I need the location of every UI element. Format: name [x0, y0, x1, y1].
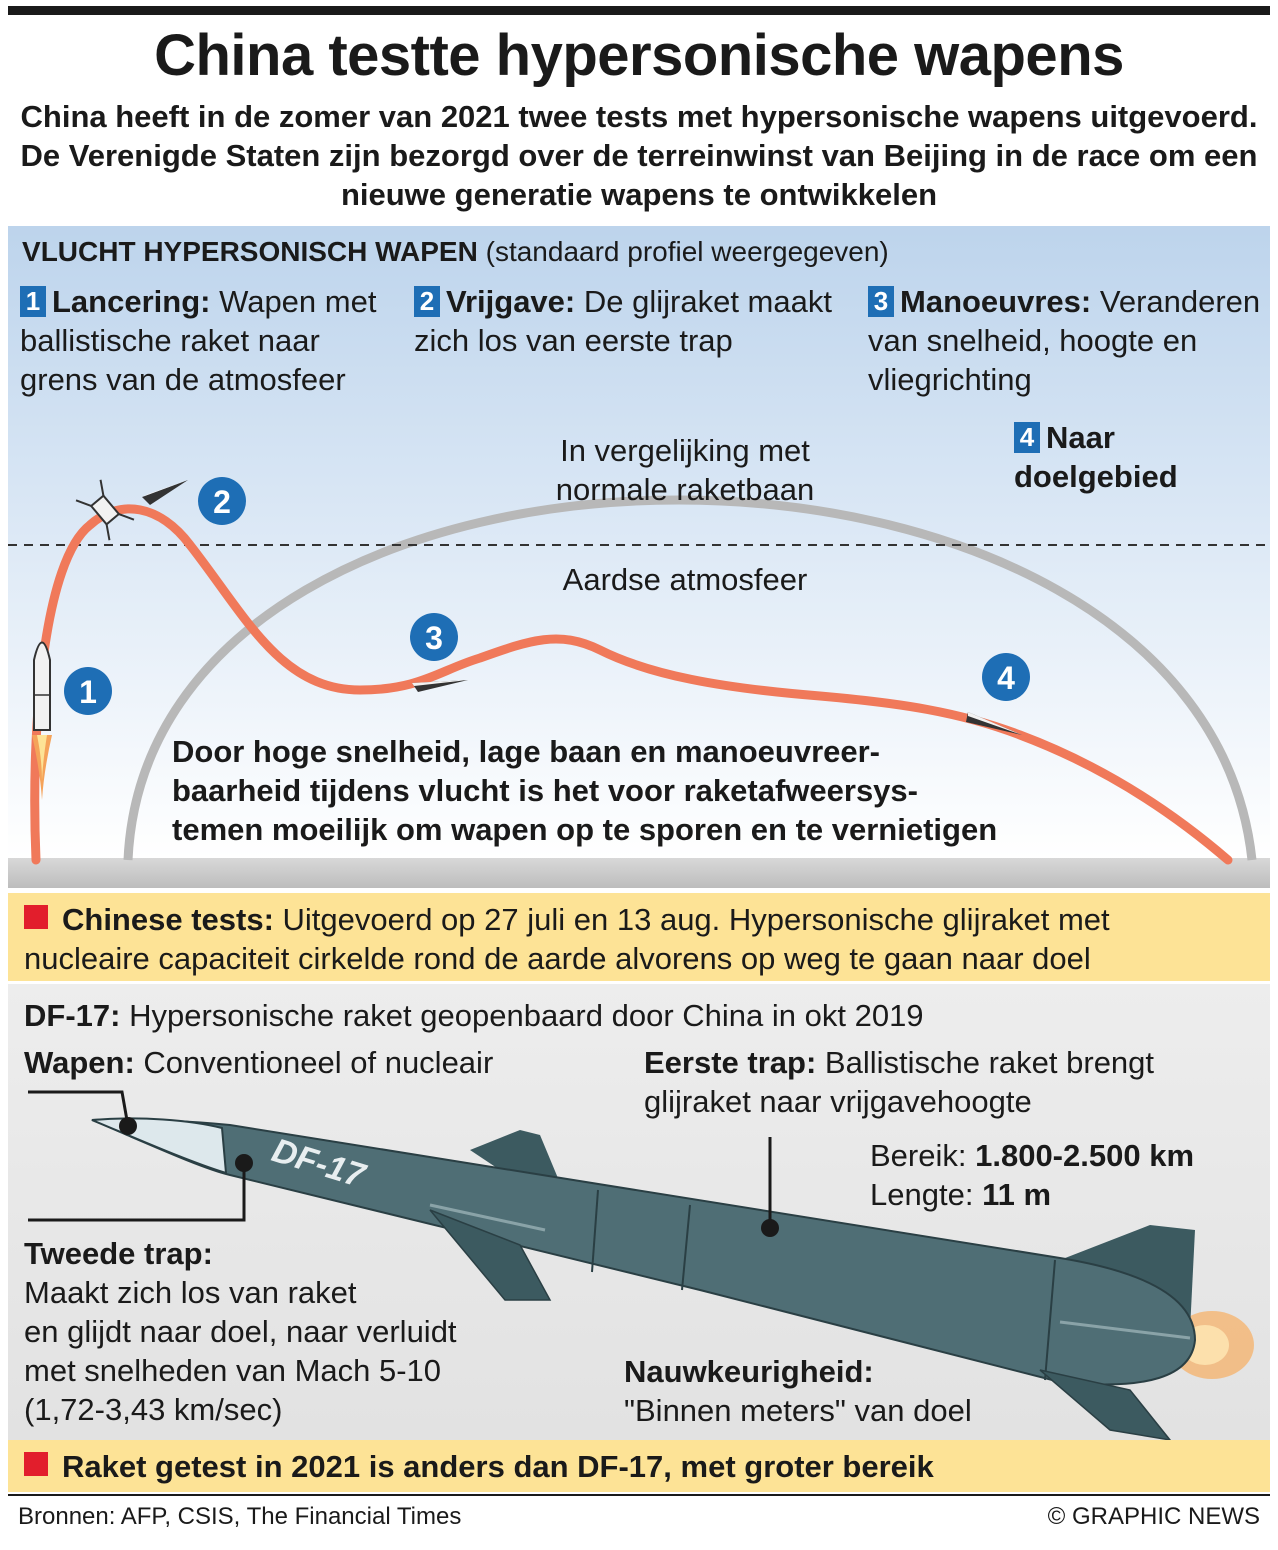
- atmosphere-label: Aardse atmosfeer: [562, 562, 808, 597]
- first-stage-line-2: glijraket naar vrijgavehoogte: [644, 1084, 1032, 1119]
- page-title: China testte hypersonische wapens: [154, 23, 1124, 88]
- svg-text:4: 4: [997, 660, 1015, 696]
- flight-heading: VLUCHT HYPERSONISCH WAPEN (standaard profiel weergegeven): [22, 236, 889, 267]
- second-stage-line-2: en glijdt naar doel, naar verluidt: [24, 1314, 457, 1349]
- second-stage-line-4: (1,72-3,43 km/sec): [24, 1392, 283, 1427]
- length-label: Lengte: 11 m: [870, 1177, 1052, 1212]
- footer-rule: [8, 1494, 1270, 1496]
- red-bullet-icon: [24, 1452, 48, 1476]
- summary-line-1: Door hoge snelheid, lage baan en manoeuvreer-: [172, 734, 881, 769]
- tests-line-1: Chinese tests: Uitgevoerd op 27 juli en 13 aug. Hypersonische glijraket met: [24, 900, 1110, 939]
- credit: © GRAPHIC NEWS: [1047, 1503, 1260, 1530]
- step-2: 2 Vrijgave: De glijraket maakt zich los van eerste trap: [414, 284, 832, 358]
- accuracy-text: "Binnen meters" van doel: [624, 1393, 972, 1428]
- tests-line-2: nucleaire capaciteit cirkelde rond de aarde alvorens op weg te gaan naar doel: [24, 941, 1091, 976]
- range-label: Bereik: 1.800-2.500 km: [870, 1138, 1195, 1173]
- svg-text:1: 1: [79, 674, 97, 710]
- first-stage-label: Eerste trap: Ballistische raket brengt: [644, 1045, 1155, 1080]
- df17-heading: DF-17: Hypersonische raket geopenbaard door China in okt 2019: [24, 998, 924, 1033]
- svg-text:2: 2: [213, 484, 231, 520]
- step-3: 3 Manoeuvres: Veranderen van snelheid, hoogte en vliegrichting: [868, 284, 1261, 397]
- intro-text: China heeft in de zomer van 2021 twee tests met hypersonische wapens uitgevoerd. De Verenigde Staten zijn bezorgd over de terreinwinst van Beijing in de race om een nieuwe generatie wapens te ontwikkelen: [20, 99, 1258, 212]
- sources: Bronnen: AFP, CSIS, The Financial Times: [18, 1503, 462, 1530]
- accuracy-label: Nauwkeurigheid:: [624, 1354, 874, 1389]
- nose-cone: [92, 1118, 226, 1173]
- second-stage-label: Tweede trap:: [24, 1236, 213, 1271]
- step-1: 1 Lancering: Wapen met ballistische raket naar grens van de atmosfeer: [20, 284, 377, 397]
- step-4: 4 Naar doelgebied: [1014, 420, 1178, 494]
- summary-line-2: baarheid tijdens vlucht is het voor raketafweersys-: [172, 773, 918, 808]
- second-stage-line-3: met snelheden van Mach 5-10: [24, 1353, 442, 1388]
- second-stage-line-1: Maakt zich los van raket: [24, 1275, 357, 1310]
- comparison-label: In vergelijking met normale raketbaan: [555, 433, 815, 507]
- callout-second-stage: [28, 1163, 244, 1220]
- missile-lettering: DF-17: [267, 1131, 370, 1196]
- summary-line-3: temen moeilijk om wapen op te sporen en te vernietigen: [172, 812, 998, 847]
- weapon-label: Wapen: Conventioneel of nucleair: [24, 1045, 494, 1080]
- svg-text:3: 3: [425, 620, 443, 656]
- conclusion: Raket getest in 2021 is anders dan DF-17, met groter bereik: [24, 1447, 934, 1486]
